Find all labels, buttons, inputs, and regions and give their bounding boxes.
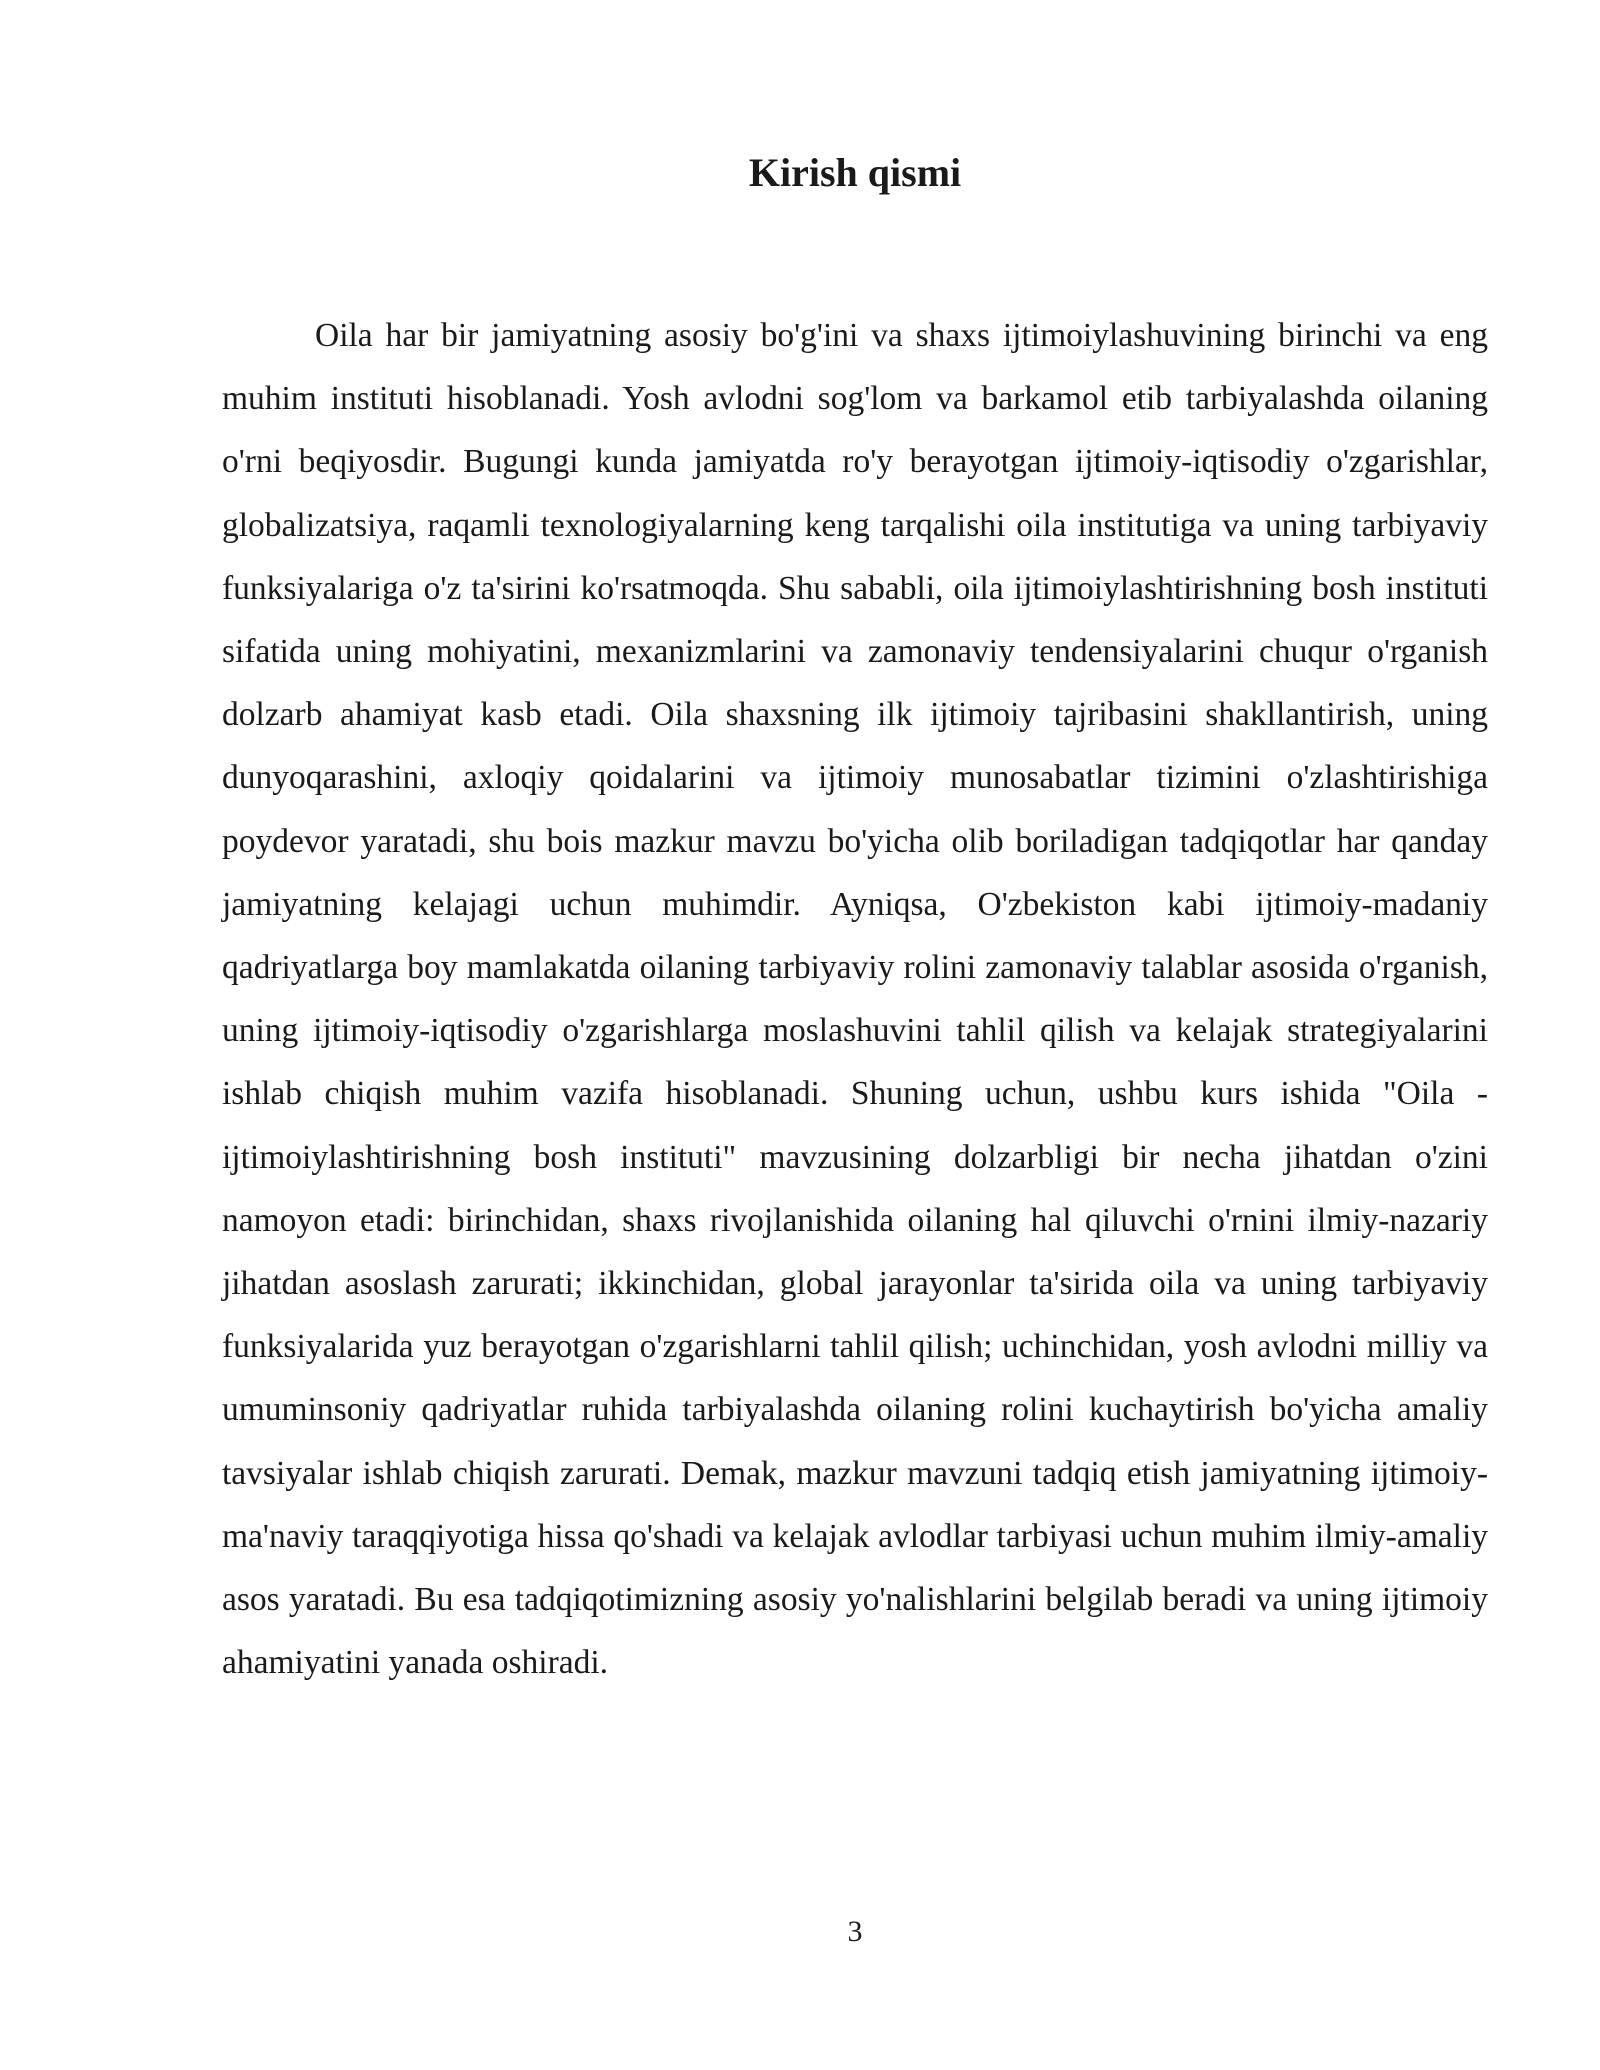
page-title: Kirish qismi: [748, 150, 962, 195]
page-number: 3: [847, 1915, 863, 1948]
body-paragraph: Oila har bir jamiyatning asosiy bo'g'ini va shaxs ijtimoiylashuvining birinchi va eng muhim instituti hisoblanadi. Yosh avlodni sog'lom va barkamol etib tarbiyalashda oilaning o'rni beqiyosdir. Bugungi kunda jamiyatda ro'y berayotgan ijtimoiy-iqtisodiy o'zgarishlar, globalizatsiya, raqamli texnologiyalarning keng tarqalishi oila institutiga va uning tarbiyaviy funksiyalariga o'z ta'sirini ko'rsatmoqda. Shu sababli, oila ijtimoiylashtirishning bosh instituti sifatida uning mohiyatini, mexanizmlarini va zamonaviy tendensiyalarini chuqur o'rganish dolzarb ahamiyat kasb etadi. Oila shaxsning ilk ijtimoiy tajribasini shakllantirish, uning dunyoqarashini, axloqiy qoidalarini va ijtimoiy munosabatlar tizimini o'zlashtirishiga poydevor yaratadi, shu bois mazkur mavzu bo'yicha olib boriladigan tadqiqotlar har qanday jamiyatning kelajagi uchun muhimdir. Ayniqsa, O'zbekiston kabi ijtimoiy-madaniy qadriyatlarga boy mamlakatda oilaning tarbiyaviy rolini zamonaviy talablar asosida o'rganish, uning ijtimoiy-iqtisodiy o'zgarishlarga moslashuvini tahlil qilish va kelajak strategiyalarini ishlab chiqish muhim vazifa hisoblanadi. Shuning uchun, ushbu kurs ishida "Oila - ijtimoiylashtirishning bosh instituti" mavzusining dolzarbligi bir necha jihatdan o'zini namoyon etadi: birinchidan, shaxs rivojlanishida oilaning hal qiluvchi o'rnini ilmiy-nazariy jihatdan asoslash zarurati; ikkinchidan, global jarayonlar ta'sirida oila va uning tarbiyaviy funksiyalarida yuz berayotgan o'zgarishlarni tahlil qilish; uchinchidan, yosh avlodni milliy va umuminsoniy qadriyatlar ruhida tarbiyalashda oilaning rolini kuchaytirish bo'yicha amaliy tavsiyalar ishlab chiqish zarurati. Demak, mazkur mavzuni tadqiq etish jamiyatning ijtimoiy-ma'naviy taraqqiyotiga hissa qo'shadi va kelajak avlodlar tarbiyasi uchun muhim ilmiy-amaliy asos yaratadi. Bu esa tadqiqotimizning asosiy yo'nalishlarini belgilab beradi va uning ijtimoiy ahamiyatini yanada oshiradi.: [222, 317, 1488, 1682]
